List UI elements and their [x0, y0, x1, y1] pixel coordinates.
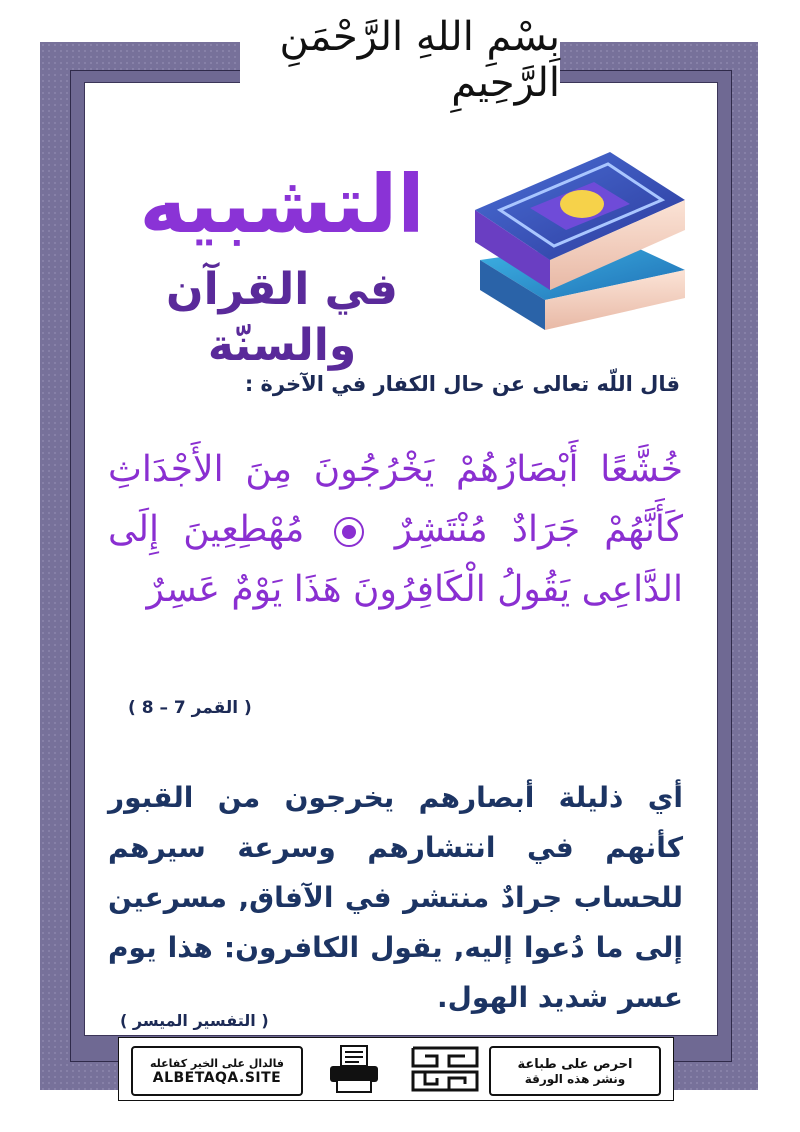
footer-site-link[interactable]: ALBETAQA.SITE: [152, 1069, 282, 1086]
footer-bar: [118, 1037, 674, 1101]
footer-print-line-1: احرص على طباعة: [517, 1056, 633, 1072]
footer-print-box: [489, 1046, 661, 1096]
quran-verse: [108, 440, 683, 620]
verse-part-2: مُهْطِعِينَ إِلَى الدَّاعِى يَقُولُ الْكَافِرُونَ هَذَا يَوْمٌ عَسِرٌ: [108, 509, 683, 610]
page-subtitle: في القرآن والسنّة: [166, 264, 398, 371]
printer-icon: [327, 1044, 381, 1094]
source-citation: ( التفسير الميسر ): [120, 1011, 269, 1030]
verse-part-1: خُشَّعًا أَبْصَارُهُمْ يَخْرُجُونَ مِنَ الأَجْدَاثِ كَأَنَّهُمْ جَرَادٌ مُنْتَشِرٌ: [108, 449, 683, 550]
kufic-logo-icon: [409, 1044, 481, 1094]
footer-site-box: [131, 1046, 303, 1096]
basmala-calligraphy: بِسْمِ اللهِ الرَّحْمَنِ الرَّحِيمِ: [279, 14, 560, 106]
verse-reference: ( القمر 7 – 8 ): [128, 698, 252, 718]
footer-print-line-2: ونشر هذه الورقة: [524, 1071, 626, 1086]
explanation-text: أي ذليلة أبصارهم يخرجون من القبور كأنهم في انتشارهم وسرعة سيرهم للحساب جرادٌ منتشر في الآفاق, مسرعين إلى ما دُعوا إليه, يقول الكافرون: هذا يوم عسر شديد الهول.: [108, 781, 683, 1014]
page-title: التشبيه: [139, 158, 425, 251]
books-icon: [470, 140, 692, 340]
intro-text: قال اللّه تعالى عن حال الكفار في الآخرة :: [244, 372, 680, 396]
verse-end-marker-icon: [334, 517, 364, 547]
footer-motto: فالدال على الخير كفاعله: [149, 1056, 285, 1070]
